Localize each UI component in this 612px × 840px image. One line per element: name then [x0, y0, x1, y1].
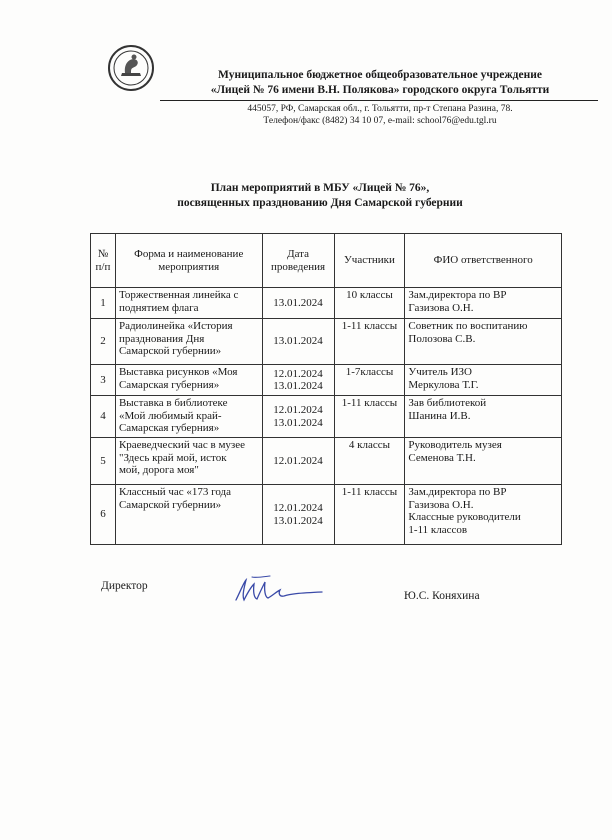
- event-name: Выставка в библиотеке «Мой любимый край- Самарская губерния»: [115, 396, 262, 438]
- event-responsible: Учитель ИЗО Меркулова Т.Г.: [405, 365, 562, 396]
- lyceum-emblem-icon: [107, 44, 155, 92]
- handwritten-signature: [232, 572, 327, 608]
- event-name: Классный час «173 года Самарской губернии»: [115, 485, 262, 545]
- address-line-2: Телефон/факс (8482) 34 10 07, e-mail: school76@edu.tgl.ru: [263, 116, 497, 126]
- event-name: Краеведческий час в музее "Здесь край мой, исток мой, дорога моя": [115, 438, 262, 485]
- event-date: 12.01.2024 13.01.2024: [262, 365, 334, 396]
- row-num: 3: [91, 365, 116, 396]
- header-participants: Участники: [334, 234, 405, 288]
- event-name: Выставка рисунков «Моя Самарская губерния»: [115, 365, 262, 396]
- event-participants: 1-11 классы: [334, 319, 405, 365]
- header-num: № п/п: [91, 234, 116, 288]
- organization-name: [160, 68, 600, 98]
- event-responsible: Руководитель музея Семенова Т.Н.: [405, 438, 562, 485]
- row-num: 1: [91, 288, 116, 319]
- event-responsible: Зам.директора по ВР Газизова О.Н.: [405, 288, 562, 319]
- header-date: Дата проведения: [262, 234, 334, 288]
- event-date: 12.01.2024: [262, 438, 334, 485]
- table-row: [91, 365, 562, 396]
- table-row: [91, 396, 562, 438]
- header-responsible: ФИО ответственного: [405, 234, 562, 288]
- event-date: 13.01.2024: [262, 319, 334, 365]
- row-num: 5: [91, 438, 116, 485]
- event-participants: 4 классы: [334, 438, 405, 485]
- event-participants: 1-11 классы: [334, 485, 405, 545]
- signatory-role: Директор: [101, 580, 148, 592]
- event-name: Радиолинейка «История празднования Дня Самарской губернии»: [115, 319, 262, 365]
- event-name: Торжественная линейка с поднятием флага: [115, 288, 262, 319]
- event-responsible: Зам.директора по ВР Газизова О.Н. Классные руководители 1-11 классов: [405, 485, 562, 545]
- organization-address: [160, 103, 600, 127]
- row-num: 6: [91, 485, 116, 545]
- table-row: [91, 485, 562, 545]
- header-divider: [160, 100, 598, 101]
- row-num: 4: [91, 396, 116, 438]
- event-date: 13.01.2024: [262, 288, 334, 319]
- event-date: 12.01.2024 13.01.2024: [262, 396, 334, 438]
- address-line-1: 445057, РФ, Самарская обл., г. Тольятти, пр-т Степана Разина, 78.: [247, 104, 513, 114]
- event-responsible: Зав библиотекой Шанина И.В.: [405, 396, 562, 438]
- table-row: [91, 288, 562, 319]
- title-line-2: посвященных празднованию Дня Самарской губернии: [177, 197, 463, 209]
- document-title: [60, 181, 580, 211]
- event-date: 12.01.2024 13.01.2024: [262, 485, 334, 545]
- header-name: Форма и наименование мероприятия: [115, 234, 262, 288]
- event-participants: 10 классы: [334, 288, 405, 319]
- table-header-row: [91, 234, 562, 288]
- event-participants: 1-11 классы: [334, 396, 405, 438]
- row-num: 2: [91, 319, 116, 365]
- event-participants: 1-7классы: [334, 365, 405, 396]
- signatory-name: Ю.С. Коняхина: [404, 590, 480, 602]
- org-line-2: «Лицей № 76 имени В.Н. Полякова» городского округа Тольятти: [210, 84, 550, 96]
- event-responsible: Советник по воспитанию Полозова С.В.: [405, 319, 562, 365]
- table-row: [91, 319, 562, 365]
- org-line-1: Муниципальное бюджетное общеобразовательное учреждение: [218, 69, 542, 81]
- title-line-1: План мероприятий в МБУ «Лицей № 76»,: [210, 182, 430, 194]
- events-table: [90, 233, 562, 545]
- table-row: [91, 438, 562, 485]
